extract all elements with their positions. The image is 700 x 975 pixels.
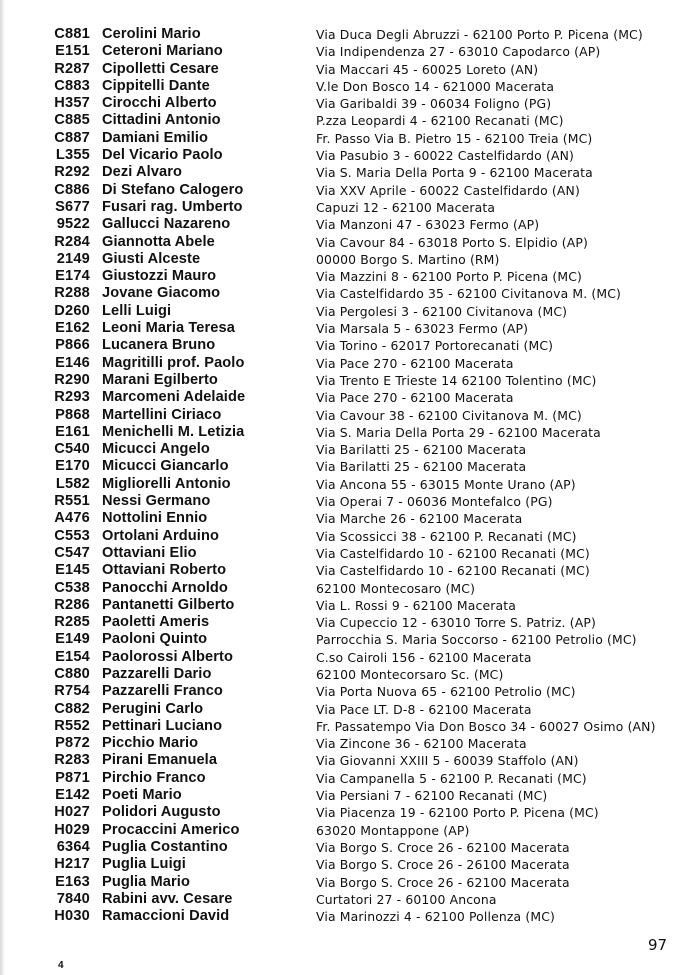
entry-name: Gallucci Nazareno [102,216,231,233]
entry-code: E162 [55,320,90,337]
entry-address: Curtatori 27 - 60100 Ancona [316,891,497,907]
entry-address: 63020 Montappone (AP) [316,822,470,838]
entry-name: Giustozzi Mauro [102,268,217,285]
member-directory-list [0,26,700,925]
entry-name: Ceteroni Mariano [102,43,223,60]
entry-name: Migliorelli Antonio [102,475,231,492]
entry-address: Via Castelfidardo 10 - 62100 Recanati (MC) [316,563,590,579]
entry-name: Paoloni Quinto [102,631,208,648]
entry-address: Via Duca Degli Abruzzi - 62100 Porto P. Picena (MC) [316,27,643,42]
entry-code: S677 [55,198,90,215]
directory-entry [0,303,700,320]
entry-code: 7840 [56,890,90,907]
entry-name: Procaccini Americo [102,821,240,838]
entry-name: Cipolletti Cesare [102,60,219,77]
entry-code: P872 [55,735,90,752]
entry-address: P.zza Leopardi 4 - 62100 Recanati (MC) [316,113,564,129]
directory-entry [0,822,700,839]
entry-address: 62100 Montecosaro (MC) [316,580,476,596]
directory-entry [0,112,700,129]
entry-address: Via Ancona 55 - 63015 Monte Urano (AP) [316,476,576,492]
entry-code: C887 [54,129,90,146]
entry-name: Micucci Giancarlo [102,458,229,475]
entry-name: Fusari rag. Umberto [102,198,243,215]
directory-entry [0,752,700,769]
entry-name: Rabini avv. Cesare [102,890,233,907]
directory-entry [0,476,700,493]
entry-address: Via Cavour 84 - 63018 Porto S. Elpidio (AP) [316,234,588,250]
entry-code: E142 [55,787,90,804]
directory-entry [0,26,700,43]
entry-address: Via S. Maria Della Porta 9 - 62100 Macerata [316,165,593,181]
entry-address: Via Barilatti 25 - 62100 Macerata [316,459,527,475]
directory-entry [0,78,700,95]
entry-address: Via Zincone 36 - 62100 Macerata [316,736,527,752]
entry-code: E146 [55,354,90,371]
directory-entry [0,631,700,648]
directory-entry [0,666,700,683]
entry-name: Ramaccioni David [102,908,230,925]
directory-entry [0,216,700,233]
entry-code: C881 [54,26,90,42]
entry-name: Del Vicario Paolo [102,147,223,164]
entry-name: Puglia Mario [102,873,190,890]
directory-entry [0,320,700,337]
entry-address: Via Castelfidardo 10 - 62100 Recanati (MC) [316,545,590,561]
entry-name: Pettinari Luciano [102,717,223,734]
directory-entry [0,268,700,285]
directory-entry [0,545,700,562]
entry-name: Di Stefano Calogero [102,181,244,198]
directory-entry [0,891,700,908]
entry-code: P866 [55,337,90,354]
entry-code: P868 [55,406,90,423]
entry-name: Pazzarelli Franco [102,683,223,700]
entry-code: C883 [54,77,90,94]
entry-code: 2149 [56,250,90,267]
entry-name: Perugini Carlo [102,700,204,717]
entry-address: Via XXV Aprile - 60022 Castelfidardo (AN) [316,182,580,198]
entry-code: C882 [54,700,90,717]
entry-address: Via Persiani 7 - 62100 Recanati (MC) [316,788,548,804]
entry-name: Marcomeni Adelaide [102,389,246,406]
entry-code: R552 [54,717,90,734]
entry-name: Pirani Emanuela [102,752,218,769]
entry-address: C.so Cairoli 156 - 62100 Macerata [316,649,532,665]
entry-name: Giusti Alceste [102,250,201,267]
entry-address: 62100 Montecorsaro Sc. (MC) [316,666,504,682]
entry-code: E151 [55,43,90,60]
directory-entry [0,164,700,181]
directory-entry [0,649,700,666]
entry-address: Via Pace 270 - 62100 Macerata [316,390,514,406]
entry-code: E170 [55,458,90,475]
entry-name: Cerolini Mario [102,26,201,42]
entry-address: Capuzi 12 - 62100 Macerata [316,199,496,215]
entry-name: Leoni Maria Teresa [102,320,235,337]
entry-address: Via L. Rossi 9 - 62100 Macerata [316,597,516,613]
directory-entry [0,718,700,735]
entry-code: R292 [54,164,90,181]
entry-code: R284 [54,233,90,250]
entry-name: Pazzarelli Dario [102,665,212,682]
signature-mark: 4 [58,960,64,971]
entry-name: Menichelli M. Letizia [102,423,245,440]
entry-address: Parrocchia S. Maria Soccorso - 62100 Petrolio (MC) [316,632,637,648]
directory-entry [0,43,700,60]
directory-entry [0,95,700,112]
entry-name: Magritilli prof. Paolo [102,354,245,371]
entry-name: Ottaviani Roberto [102,562,227,579]
entry-code: C540 [54,441,90,458]
directory-entry [0,493,700,510]
directory-entry [0,234,700,251]
entry-code: A476 [54,510,90,527]
entry-code: R754 [54,683,90,700]
entry-address: V.le Don Bosco 14 - 621000 Macerata [316,78,555,94]
entry-name: Damiani Emilio [102,129,209,146]
entry-code: R290 [54,371,90,388]
entry-code: 9522 [56,216,90,233]
entry-code: E145 [55,562,90,579]
entry-name: Pantanetti Gilberto [102,596,235,613]
entry-code: C885 [54,112,90,129]
directory-entry [0,735,700,752]
directory-entry [0,285,700,302]
directory-entry [0,701,700,718]
directory-entry [0,441,700,458]
entry-code: E149 [55,631,90,648]
entry-code: C880 [54,665,90,682]
directory-entry [0,597,700,614]
entry-code: R286 [54,596,90,613]
entry-name: Lelli Luigi [102,302,172,319]
entry-name: Pirchio Franco [102,769,206,786]
entry-code: E154 [55,648,90,665]
entry-address: Via Marinozzi 4 - 62100 Pollenza (MC) [316,909,555,925]
entry-address: Via Porta Nuova 65 - 62100 Petrolio (MC) [316,684,576,700]
entry-name: Ortolani Arduino [102,527,219,544]
entry-name: Martellini Ciriaco [102,406,222,423]
entry-address: Via Borgo S. Croce 26 - 26100 Macerata [316,857,570,873]
entry-code: H027 [54,804,90,821]
entry-code: H357 [54,95,90,112]
directory-entry [0,908,700,925]
entry-code: R287 [54,60,90,77]
directory-entry [0,389,700,406]
entry-address: Via Pace LT. D-8 - 62100 Macerata [316,701,532,717]
entry-code: E161 [55,423,90,440]
entry-code: R288 [54,285,90,302]
entry-name: Nessi Germano [102,493,211,510]
entry-address: Via Giovanni XXIII 5 - 60039 Staffolo (AN) [316,753,579,769]
entry-code: H029 [54,821,90,838]
entry-name: Polidori Augusto [102,804,221,821]
entry-code: C553 [54,527,90,544]
entry-code: E174 [55,268,90,285]
entry-address: Via Campanella 5 - 62100 P. Recanati (MC) [316,770,587,786]
entry-address: Via S. Maria Della Porta 29 - 62100 Macerata [316,424,601,440]
entry-name: Puglia Costantino [102,838,228,855]
directory-entry [0,424,700,441]
entry-code: R293 [54,389,90,406]
entry-name: Paolorossi Alberto [102,648,234,665]
entry-name: Cirocchi Alberto [102,95,217,112]
entry-address: Via Pergolesi 3 - 62100 Civitanova (MC) [316,303,568,319]
entry-address: Via Pasubio 3 - 60022 Castelfidardo (AN) [316,148,574,164]
directory-entry [0,787,700,804]
directory-entry [0,770,700,787]
directory-entry [0,839,700,856]
entry-name: Dezi Alvaro [102,164,183,181]
entry-address: Via Marsala 5 - 63023 Fermo (AP) [316,321,529,337]
entry-code: H217 [54,856,90,873]
entry-address: Via Torino - 62017 Portorecanati (MC) [316,338,554,354]
entry-code: C547 [54,544,90,561]
directory-entry [0,804,700,821]
entry-address: Fr. Passo Via B. Pietro 15 - 62100 Treia (MC) [316,130,593,146]
entry-address: Via Trento E Trieste 14 62100 Tolentino (MC) [316,372,597,388]
entry-name: Jovane Giacomo [102,285,221,302]
entry-code: R285 [54,614,90,631]
directory-entry [0,355,700,372]
entry-address: Via Manzoni 47 - 63023 Fermo (AP) [316,217,540,233]
entry-name: Marani Egilberto [102,371,218,388]
directory-entry [0,528,700,545]
entry-address: 00000 Borgo S. Martino (RM) [316,251,500,267]
entry-code: C538 [54,579,90,596]
directory-entry [0,562,700,579]
entry-code: E163 [55,873,90,890]
entry-address: Via Barilatti 25 - 62100 Macerata [316,442,527,458]
directory-entry [0,580,700,597]
entry-code: H030 [54,908,90,925]
entry-name: Picchio Mario [102,735,199,752]
directory-entry [0,147,700,164]
entry-address: Via Piacenza 19 - 62100 Porto P. Picena (MC) [316,805,599,821]
directory-entry [0,61,700,78]
entry-code: R551 [54,493,90,510]
entry-address: Via Maccari 45 - 60025 Loreto (AN) [316,61,539,77]
directory-entry [0,614,700,631]
entry-name: Micucci Angelo [102,441,210,458]
directory-entry [0,372,700,389]
entry-address: Via Pace 270 - 62100 Macerata [316,355,514,371]
directory-entry [0,182,700,199]
entry-name: Lucanera Bruno [102,337,216,354]
directory-entry [0,199,700,216]
entry-address: Via Indipendenza 27 - 63010 Capodarco (AP) [316,44,601,60]
directory-entry [0,510,700,527]
directory-entry [0,856,700,873]
directory-entry [0,458,700,475]
directory-entry [0,337,700,354]
entry-address: Via Borgo S. Croce 26 - 62100 Macerata [316,874,570,890]
directory-entry [0,130,700,147]
entry-address: Fr. Passatempo Via Don Bosco 34 - 60027 Osimo (AN) [316,718,656,734]
entry-name: Nottolini Ennio [102,510,208,527]
page-number: 97 [648,936,668,954]
entry-name: Poeti Mario [102,787,182,804]
entry-code: L582 [55,475,90,492]
entry-name: Ottaviani Elio [102,544,197,561]
entry-code: P871 [55,769,90,786]
directory-entry [0,251,700,268]
entry-address: Via Garibaldi 39 - 06034 Foligno (PG) [316,96,552,112]
entry-address: Via Cavour 38 - 62100 Civitanova M. (MC) [316,407,582,423]
entry-code: L355 [55,147,90,164]
entry-code: D260 [54,302,90,319]
entry-address: Via Scossicci 38 - 62100 P. Recanati (MC) [316,528,577,544]
directory-entry [0,407,700,424]
directory-entry [0,874,700,891]
entry-code: C886 [54,181,90,198]
entry-name: Panocchi Arnoldo [102,579,228,596]
entry-name: Puglia Luigi [102,856,186,873]
entry-address: Via Operai 7 - 06036 Montefalco (PG) [316,494,553,510]
entry-address: Via Marche 26 - 62100 Macerata [316,511,523,527]
entry-address: Via Mazzini 8 - 62100 Porto P. Picena (MC) [316,269,583,285]
entry-name: Giannotta Abele [102,233,215,250]
entry-address: Via Cupeccio 12 - 63010 Torre S. Patriz. (AP) [316,615,596,631]
entry-name: Paoletti Ameris [102,614,210,631]
entry-address: Via Borgo S. Croce 26 - 62100 Macerata [316,839,570,855]
entry-name: Cippitelli Dante [102,77,210,94]
entry-address: Via Castelfidardo 35 - 62100 Civitanova M. (MC) [316,286,622,302]
entry-name: Cittadini Antonio [102,112,221,129]
entry-code: 6364 [56,838,90,855]
entry-code: R283 [54,752,90,769]
directory-entry [0,683,700,700]
